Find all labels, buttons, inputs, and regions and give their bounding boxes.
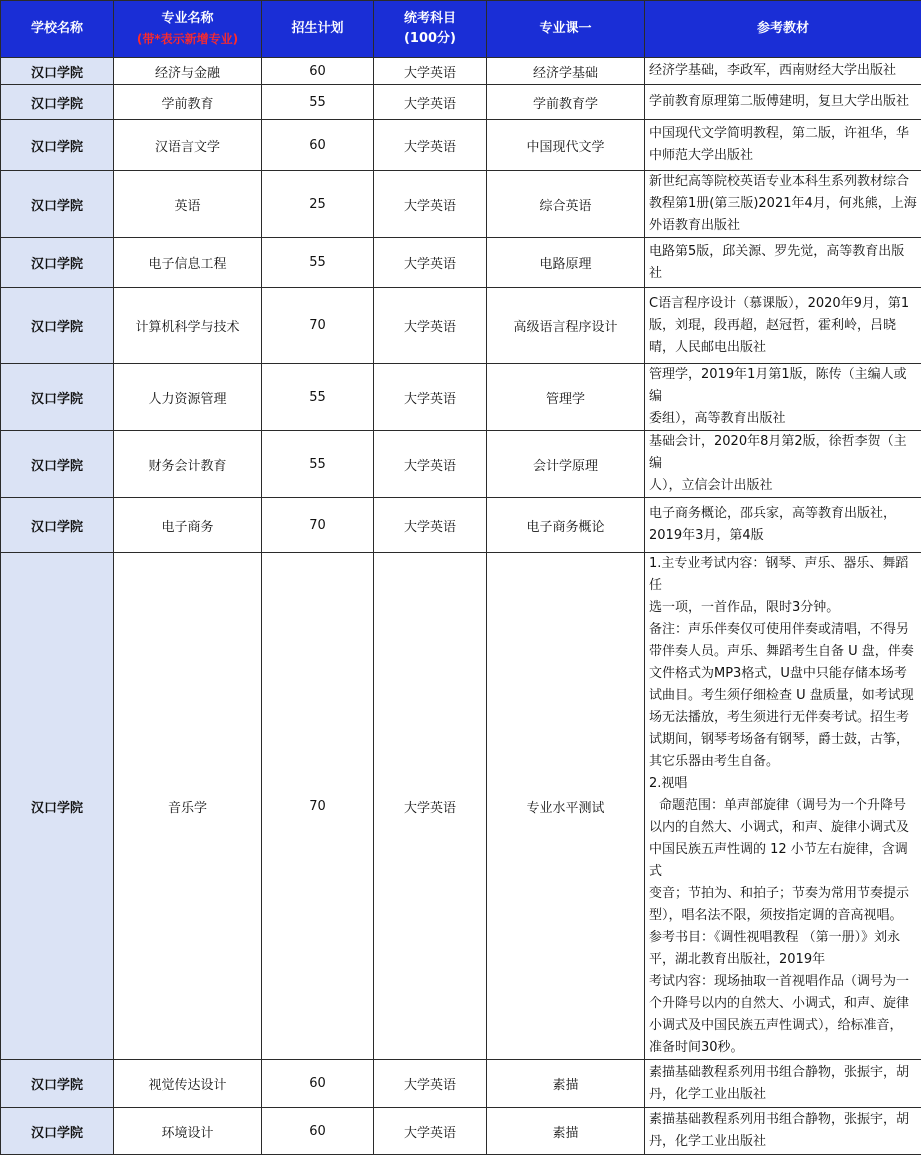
row-major: 学前教育	[114, 85, 262, 120]
header-major-label: 专业名称	[161, 11, 213, 26]
row-books	[645, 364, 921, 431]
table-row	[1, 1060, 921, 1108]
books-line: 2019年3月，第4版	[649, 525, 917, 547]
row-books	[645, 85, 921, 120]
books-line: 备注：声乐伴奏仅可使用伴奏或清唱，不得另	[649, 619, 917, 641]
row-plan: 55	[262, 431, 374, 498]
row-plan: 55	[262, 85, 374, 120]
row-plan: 55	[262, 364, 374, 431]
row-major: 财务会计教育	[114, 431, 262, 498]
row-subject: 大学英语	[374, 85, 487, 120]
row-course: 素描	[487, 1060, 645, 1108]
table-row	[1, 364, 921, 431]
row-course: 专业水平测试	[487, 553, 645, 1060]
table-row	[1, 120, 921, 171]
row-books	[645, 288, 921, 364]
books-line: 2.视唱	[649, 773, 917, 795]
row-plan: 60	[262, 58, 374, 85]
row-school: 汉口学院	[1, 498, 114, 553]
row-school: 汉口学院	[1, 238, 114, 288]
books-line: 新世纪高等院校英语专业本科生系列教材综合	[649, 171, 917, 193]
books-line: 委组），高等教育出版社	[649, 408, 917, 430]
books-line: 平，湖北教育出版社，2019年	[649, 949, 917, 971]
books-line: 试曲目。考生须仔细检查 U 盘质量，如考试现	[649, 685, 917, 707]
row-plan: 60	[262, 1108, 374, 1155]
header-school: 学校名称	[1, 1, 114, 58]
books-line: 文件格式为MP3格式，U盘中只能存储本场考	[649, 663, 917, 685]
row-school: 汉口学院	[1, 120, 114, 171]
table-row	[1, 431, 921, 498]
books-line: 型），唱名法不限，须按指定调的音高视唱。	[649, 905, 917, 927]
books-line: 管理学，2019年1月第1版，陈传（主编人或编	[649, 364, 917, 408]
row-course: 经济学基础	[487, 58, 645, 85]
row-plan: 25	[262, 171, 374, 238]
books-line: C语言程序设计（慕课版），2020年9月，第1	[649, 293, 917, 315]
row-books	[645, 431, 921, 498]
row-subject: 大学英语	[374, 120, 487, 171]
books-line: 电路第5版，邱关源、罗先觉，高等教育出版社	[649, 241, 917, 285]
header-plan: 招生计划	[262, 1, 374, 58]
row-major: 汉语言文学	[114, 120, 262, 171]
row-subject: 大学英语	[374, 553, 487, 1060]
row-major: 计算机科学与技术	[114, 288, 262, 364]
header-course: 专业课一	[487, 1, 645, 58]
row-books	[645, 1060, 921, 1108]
row-plan: 70	[262, 288, 374, 364]
row-major: 人力资源管理	[114, 364, 262, 431]
header-subject	[374, 1, 487, 58]
row-plan: 70	[262, 498, 374, 553]
table-row	[1, 238, 921, 288]
row-major: 英语	[114, 171, 262, 238]
books-line: 参考书目：《调性视唱教程 （第一册）》刘永	[649, 927, 917, 949]
row-school: 汉口学院	[1, 288, 114, 364]
table-row	[1, 498, 921, 553]
row-subject: 大学英语	[374, 58, 487, 85]
books-line: 其它乐器由考生自备。	[649, 751, 917, 773]
row-subject: 大学英语	[374, 171, 487, 238]
row-course: 电子商务概论	[487, 498, 645, 553]
header-subject-line2: (100分)	[374, 29, 486, 49]
books-line: 变音；节拍为、和拍子；节奏为常用节奏提示	[649, 883, 917, 905]
row-school: 汉口学院	[1, 85, 114, 120]
books-line: 以内的自然大、小调式，和声、旋律小调式及	[649, 817, 917, 839]
row-major: 环境设计	[114, 1108, 262, 1155]
books-line: 基础会计，2020年8月第2版，徐哲李贺（主编	[649, 431, 917, 475]
row-course: 中国现代文学	[487, 120, 645, 171]
books-line: 命题范围：单声部旋律（调号为一个升降号	[649, 795, 917, 817]
books-line: 中国民族五声性调的 12 小节左右旋律，含调式	[649, 839, 917, 883]
row-course: 高级语言程序设计	[487, 288, 645, 364]
table-row	[1, 58, 921, 85]
row-school: 汉口学院	[1, 58, 114, 85]
books-line: 个升降号以内的自然大、小调式，和声、旋律	[649, 993, 917, 1015]
row-course: 素描	[487, 1108, 645, 1155]
row-plan: 70	[262, 553, 374, 1060]
books-line: 丹，化学工业出版社	[649, 1131, 917, 1153]
row-major: 视觉传达设计	[114, 1060, 262, 1108]
books-line: 电子商务概论，邵兵家，高等教育出版社，	[649, 503, 917, 525]
row-subject: 大学英语	[374, 364, 487, 431]
books-line: 外语教育出版社	[649, 215, 917, 237]
books-line: 带伴奏人员。声乐、舞蹈考生自备 U 盘，伴奏	[649, 641, 917, 663]
books-line: 学前教育原理第二版傅建明，复旦大学出版社	[649, 91, 917, 113]
row-school: 汉口学院	[1, 364, 114, 431]
row-books	[645, 553, 921, 1060]
row-major: 电子商务	[114, 498, 262, 553]
header-books: 参考教材	[645, 1, 921, 58]
row-books	[645, 171, 921, 238]
row-school: 汉口学院	[1, 1108, 114, 1155]
row-plan: 55	[262, 238, 374, 288]
row-course: 会计学原理	[487, 431, 645, 498]
books-line: 晴，人民邮电出版社	[649, 337, 917, 359]
books-line: 准备时间30秒。	[649, 1037, 917, 1059]
table-row	[1, 288, 921, 364]
row-books	[645, 1108, 921, 1155]
row-school: 汉口学院	[1, 431, 114, 498]
row-major: 电子信息工程	[114, 238, 262, 288]
row-subject: 大学英语	[374, 238, 487, 288]
row-subject: 大学英语	[374, 288, 487, 364]
books-line: 1.主专业考试内容：钢琴、声乐、器乐、舞蹈任	[649, 553, 917, 597]
row-school: 汉口学院	[1, 553, 114, 1060]
row-course: 管理学	[487, 364, 645, 431]
books-line: 经济学基础，李政军，西南财经大学出版社	[649, 60, 917, 82]
table-row	[1, 1108, 921, 1155]
books-line: 教程第1册(第三版)2021年4月，何兆熊，上海	[649, 193, 917, 215]
books-line: 场无法播放，考生须进行无伴奏考试。招生考	[649, 707, 917, 729]
row-books	[645, 238, 921, 288]
books-line: 中师范大学出版社	[649, 145, 917, 167]
row-subject: 大学英语	[374, 498, 487, 553]
books-line: 人），立信会计出版社	[649, 475, 917, 497]
table-row	[1, 553, 921, 1060]
row-major: 经济与金融	[114, 58, 262, 85]
row-school: 汉口学院	[1, 171, 114, 238]
books-line: 素描基础教程系列用书组合静物，张振宇，胡	[649, 1109, 917, 1131]
row-subject: 大学英语	[374, 1108, 487, 1155]
row-plan: 60	[262, 1060, 374, 1108]
header-major-note: (带*表示新增专业)	[114, 29, 261, 49]
row-books	[645, 58, 921, 85]
table-header-row	[1, 1, 921, 58]
table-row	[1, 85, 921, 120]
row-course: 综合英语	[487, 171, 645, 238]
books-line: 选一项，一首作品，限时3分钟。	[649, 597, 917, 619]
table-body	[1, 58, 921, 1155]
books-line: 中国现代文学简明教程，第二版，许祖华，华	[649, 123, 917, 145]
books-line: 素描基础教程系列用书组合静物，张振宇，胡	[649, 1062, 917, 1084]
row-major: 音乐学	[114, 553, 262, 1060]
books-line: 丹，化学工业出版社	[649, 1084, 917, 1106]
table-row	[1, 171, 921, 238]
books-line: 试期间，钢琴考场备有钢琴，爵士鼓，古筝，	[649, 729, 917, 751]
row-plan: 60	[262, 120, 374, 171]
books-line: 小调式及中国民族五声性调式），给标准音，	[649, 1015, 917, 1037]
row-school: 汉口学院	[1, 1060, 114, 1108]
row-course: 学前教育学	[487, 85, 645, 120]
books-line: 考试内容：现场抽取一首视唱作品（调号为一	[649, 971, 917, 993]
row-subject: 大学英语	[374, 1060, 487, 1108]
header-major	[114, 1, 262, 58]
header-subject-line1: 统考科目	[374, 9, 486, 29]
row-books	[645, 498, 921, 553]
row-subject: 大学英语	[374, 431, 487, 498]
books-line: 版，刘琨，段再超，赵冠哲，霍利岭，吕晓	[649, 315, 917, 337]
row-course: 电路原理	[487, 238, 645, 288]
row-books	[645, 120, 921, 171]
